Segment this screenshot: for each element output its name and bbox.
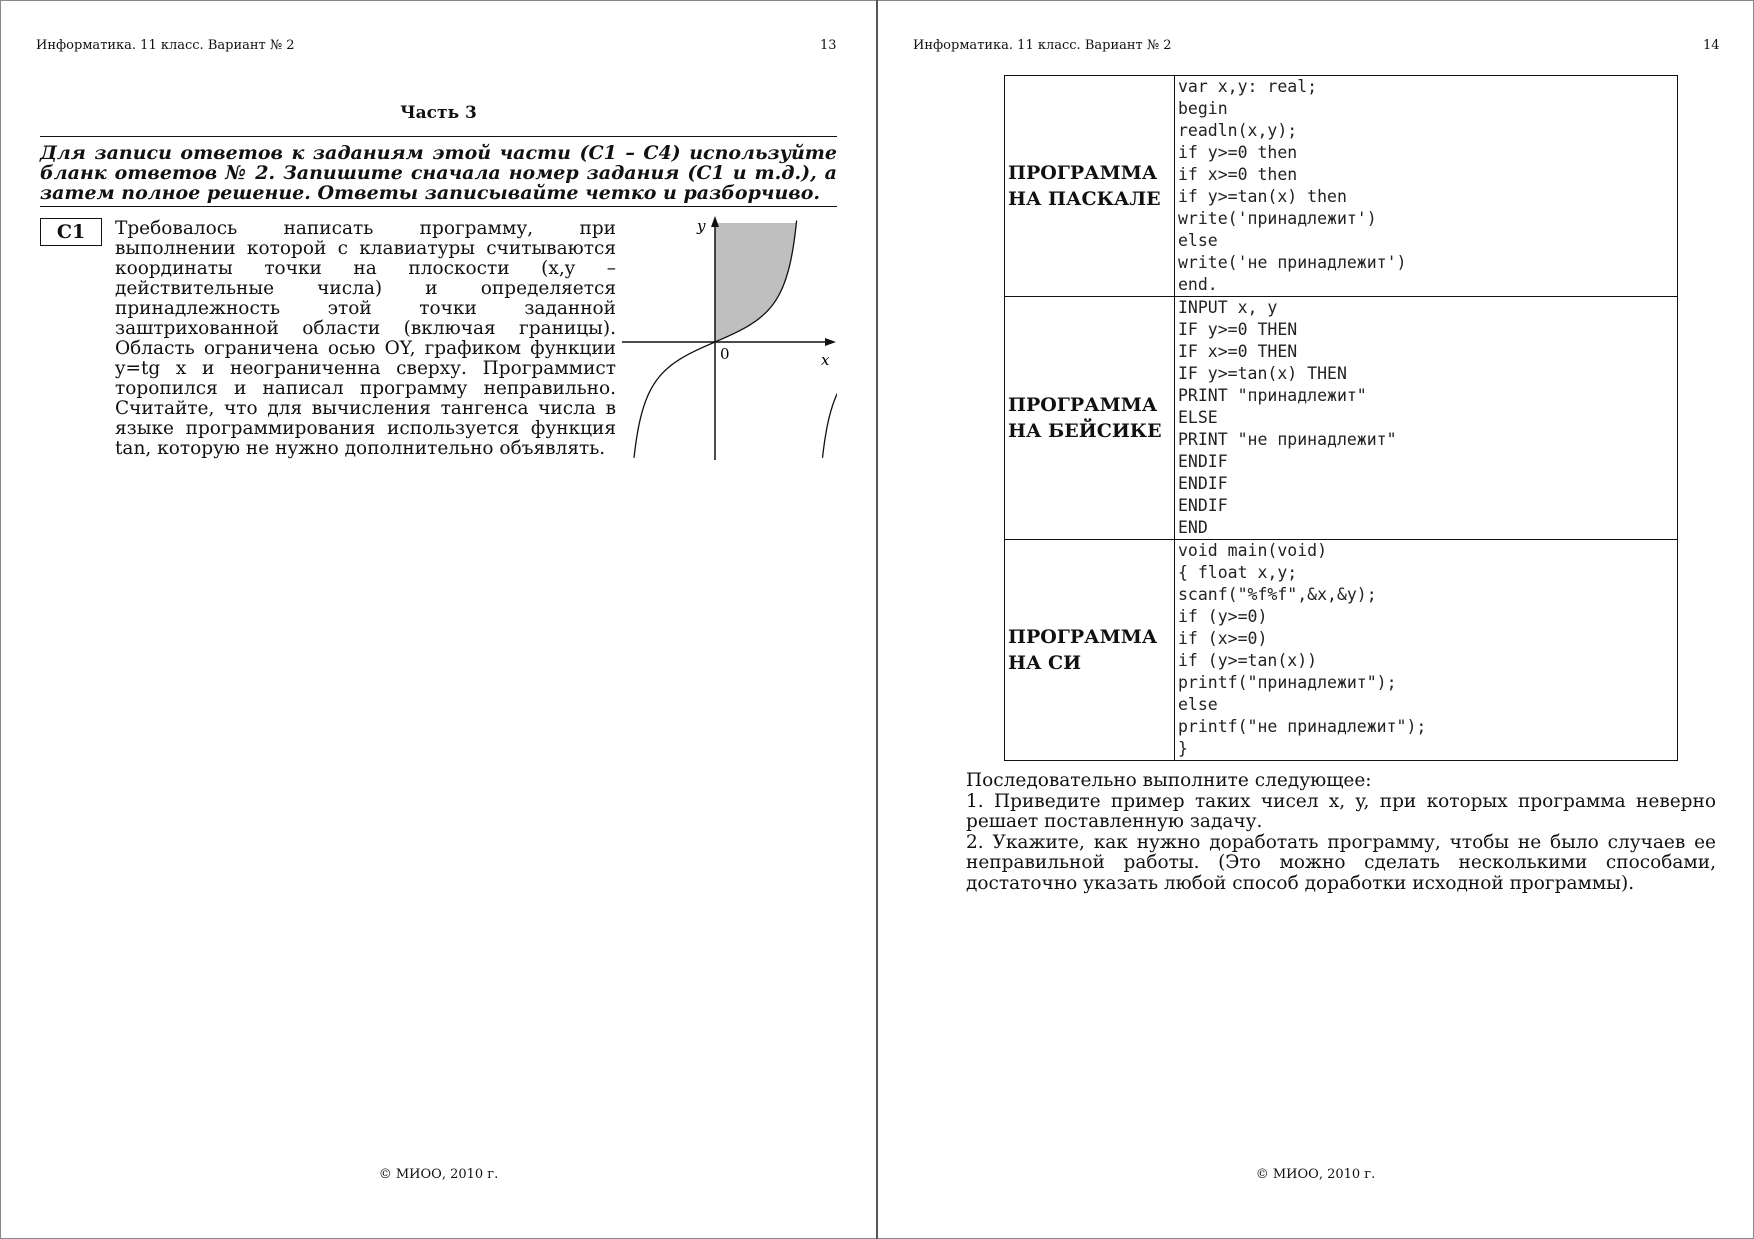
- tasks-block: [966, 771, 1716, 894]
- code-line: begin: [1178, 99, 1228, 118]
- program-language-label: [1005, 76, 1175, 297]
- program-code: [1175, 540, 1678, 761]
- code-line: ENDIF: [1178, 452, 1228, 471]
- code-line: if y>=tan(x) then: [1178, 187, 1347, 206]
- language-label-line: НА СИ: [1008, 652, 1082, 674]
- y-axis-arrow: [711, 216, 719, 227]
- code-line: else: [1178, 695, 1218, 714]
- program-language-label: [1005, 540, 1175, 761]
- code-line: var x,y: real;: [1178, 77, 1318, 96]
- task-item-1: 1. Приведите пример таких чисел x, y, при которых программа неверно решает поставленную задачу.: [966, 790, 1716, 832]
- program-row: [1005, 76, 1678, 297]
- x-axis-arrow: [825, 338, 836, 346]
- footer: © МИОО, 2010 г.: [1255, 1167, 1376, 1182]
- page-number: 13: [820, 38, 837, 53]
- y-axis-label: y: [697, 217, 706, 235]
- code-line: write('принадлежит'): [1178, 209, 1377, 228]
- programs-table: [1004, 75, 1678, 761]
- language-label-line: ПРОГРАММА: [1008, 162, 1158, 184]
- program-language-label: [1005, 297, 1175, 540]
- task-item-2: 2. Укажите, как нужно доработать программу, чтобы не было случаев ее неправильной работы. (Это можно сделать несколькими способами, достаточно указать любой способ доработки исходной программы).: [966, 831, 1716, 894]
- code-line: end.: [1178, 275, 1218, 294]
- code-line: IF y>=0 THEN: [1178, 320, 1298, 339]
- code-line: write('не принадлежит'): [1178, 253, 1407, 272]
- rule-bottom: [40, 206, 837, 207]
- code-line: INPUT x, y: [1178, 298, 1278, 317]
- code-line: if (y>=0): [1178, 607, 1268, 626]
- program-code: [1175, 297, 1678, 540]
- language-label-line: НА БЕЙСИКЕ: [1008, 420, 1162, 442]
- footer: © МИОО, 2010 г.: [378, 1167, 499, 1182]
- code-line: printf("не принадлежит");: [1178, 717, 1427, 736]
- part-title: Часть 3: [400, 103, 477, 123]
- code-line: ENDIF: [1178, 496, 1228, 515]
- rule-top: [40, 136, 837, 137]
- language-label-line: ПРОГРАММА: [1008, 394, 1158, 416]
- program-row: [1005, 297, 1678, 540]
- code-line: PRINT "принадлежит": [1178, 386, 1367, 405]
- code-line: ENDIF: [1178, 474, 1228, 493]
- code-line: else: [1178, 231, 1218, 250]
- task-badge: С1: [40, 218, 102, 246]
- code-line: END: [1178, 518, 1208, 537]
- x-axis-label: x: [821, 351, 830, 369]
- page-number: 14: [1703, 38, 1720, 53]
- origin-label: 0: [720, 345, 730, 363]
- header-title: Информатика. 11 класс. Вариант № 2: [36, 38, 295, 53]
- code-line: { float x,y;: [1178, 563, 1298, 582]
- task-intro: Последовательно выполните следующее:: [966, 770, 1372, 791]
- instructions: Для записи ответов к заданиям этой части (С1 – С4) используйте бланк ответов № 2. Запишите сначала номер задания (С1 и т.д.), а затем полное решение. Ответы записывайте четко и разборчиво.: [40, 142, 837, 204]
- code-line: if (y>=tan(x)): [1178, 651, 1318, 670]
- language-label-line: ПРОГРАММА: [1008, 626, 1158, 648]
- program-code: [1175, 76, 1678, 297]
- header-title: Информатика. 11 класс. Вариант № 2: [913, 38, 1172, 53]
- tan-branch-right: [823, 221, 838, 458]
- code-line: ELSE: [1178, 408, 1218, 427]
- code-line: printf("принадлежит");: [1178, 673, 1397, 692]
- code-line: readln(x,y);: [1178, 121, 1298, 140]
- program-row: [1005, 540, 1678, 761]
- code-line: }: [1178, 739, 1188, 758]
- code-line: if x>=0 then: [1178, 165, 1298, 184]
- code-line: IF y>=tan(x) THEN: [1178, 364, 1347, 383]
- tangent-graph: [622, 215, 837, 460]
- code-line: scanf("%f%f",&x,&y);: [1178, 585, 1377, 604]
- code-line: IF x>=0 THEN: [1178, 342, 1298, 361]
- code-line: if y>=0 then: [1178, 143, 1298, 162]
- task-text: Требовалось написать программу, при выполнении которой с клавиатуры считываются координаты точки на плоскости (x,y – действительные числа) и определяется принадлежность этой точки заданной заштрихованной области (включая границы). Область ограничена осью OY, графиком функции y=tg x и неограниченна сверху. Программист торопился и написал программу неправильно. Считайте, что для вычисления тангенса числа в языке программирования используется функция tan, которую не нужно дополнительно объявлять.: [115, 218, 616, 459]
- code-line: PRINT "не принадлежит": [1178, 430, 1397, 449]
- code-line: void main(void): [1178, 541, 1328, 560]
- code-line: if (x>=0): [1178, 629, 1268, 648]
- language-label-line: НА ПАСКАЛЕ: [1008, 188, 1161, 210]
